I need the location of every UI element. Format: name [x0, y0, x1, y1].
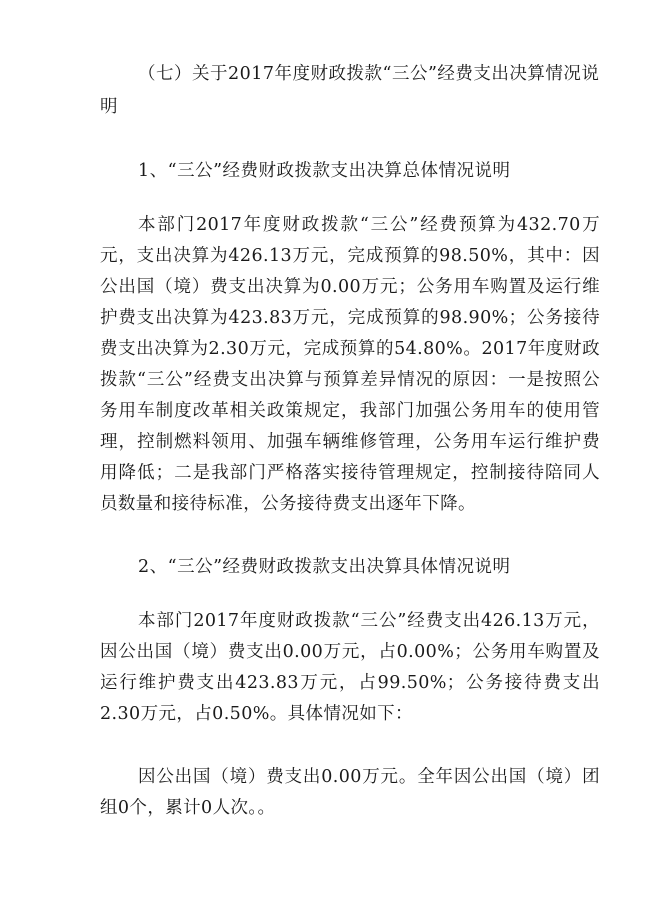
paragraph-overall: 本部门2017年度财政拨款“三公”经费预算为432.70万元，支出决算为426.13万元，完成预算的98.50%，其中：因公出国（境）费支出决算为0.00万元；公务用车购置及运行维护费支出决算为423.83万元，完成预算的98.90%；公务接待费支出决算为2.30万元，完成预算的54.80%。2017年度财政拨款“三公”经费支出决算与预算差异情况的原因：一是按照公务用车制度改革相关政策规定，我部门加强公务用车的使用管理，控制燃料领用、加强车辆维修管理，公务用车运行维护费用降低；二是我部门严格落实接待管理规定，控制接待陪同人员数量和接待标准，公务接待费支出逐年下降。	[100, 215, 600, 514]
subsection-heading-specific: 2、“三公”经费财政拨款支出决算具体情况说明	[138, 557, 511, 577]
section-title: （七）关于2017年度财政拨款“三公”经费支出决算情况说明	[100, 64, 600, 117]
paragraph-specific: 本部门2017年度财政拨款“三公”经费支出426.13万元，因公出国（境）费支出0.00万元，占0.00%；公务用车购置及运行维护费支出423.83万元，占99.50%；公务接待费支出2.30万元，占0.50%。具体情况如下：	[100, 611, 600, 724]
subsection-heading-overall: 1、“三公”经费财政拨款支出决算总体情况说明	[138, 161, 511, 181]
paragraph-overseas-detail: 因公出国（境）费支出0.00万元。全年因公出国（境）团组0个，累计0人次。。	[100, 767, 600, 818]
